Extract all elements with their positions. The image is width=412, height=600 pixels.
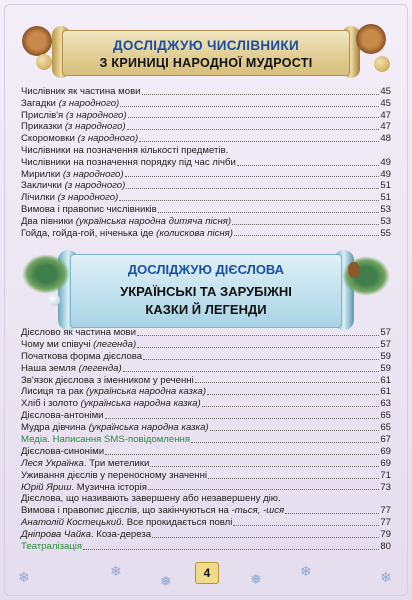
snowflake-icon: ❄ xyxy=(380,569,392,585)
toc-leader-dots xyxy=(126,180,379,189)
toc-entry-text: Початкова форма дієслова xyxy=(21,350,143,362)
page-footer xyxy=(0,558,412,594)
toc-entry-text: . Все прокидається повлі xyxy=(121,517,233,529)
toc-entry-title xyxy=(21,505,284,517)
toc-entry-title xyxy=(21,204,157,216)
toc-entry xyxy=(21,375,391,387)
toc-leader-dots xyxy=(148,482,379,491)
toc-entry xyxy=(21,541,391,553)
toc-entry-page: 77 xyxy=(380,517,391,529)
toc-leader-dots xyxy=(105,410,380,419)
toc-entry-page: 49 xyxy=(380,168,391,180)
toc-entry xyxy=(21,180,391,192)
snowflake-icon: ❄ xyxy=(18,569,30,585)
toc-leader-dots xyxy=(202,398,380,407)
toc-leader-dots xyxy=(142,86,380,95)
toc-entry-text: (колискова пісня) xyxy=(156,227,234,239)
toc-leader-dots xyxy=(125,169,380,178)
toc-entry-text: -ться, -шся xyxy=(231,505,285,517)
toc-entry-page: 47 xyxy=(380,109,391,121)
toc-entry-title xyxy=(21,434,190,446)
toc-entry xyxy=(21,398,391,410)
toc-entry-title xyxy=(21,458,149,470)
toc-entry-text: Заклички xyxy=(21,180,65,192)
toc-entry-text: (легенда) xyxy=(93,338,137,350)
toc-leader-dots xyxy=(233,517,379,526)
toc-entry-page: 47 xyxy=(380,121,391,133)
toc-entry-page: 61 xyxy=(380,374,391,386)
snowflake-icon: ❅ xyxy=(160,573,172,589)
toc-entry-text: Дієслова, що називають завершену або незавершену дію. xyxy=(21,493,281,505)
toc-entry xyxy=(21,169,391,181)
toc-entry-page: 59 xyxy=(380,362,391,374)
toc-entry-text: Прислів'я xyxy=(21,109,66,121)
toc-entry-page: 61 xyxy=(380,386,391,398)
snowflake-icon: ❄ xyxy=(110,563,122,579)
toc-leader-dots xyxy=(150,458,379,467)
toc-entry xyxy=(21,157,391,169)
toc-leader-dots xyxy=(143,351,379,360)
toc-entry-text: (з народного) xyxy=(58,97,120,109)
toc-entry-title xyxy=(21,446,104,458)
toc-entry-page: 69 xyxy=(380,445,391,457)
toc-entry-text: Лисиця та рак xyxy=(21,386,86,398)
toc-leader-dots xyxy=(232,216,379,225)
snowflake-icon: ❄ xyxy=(300,563,312,579)
toc-entry xyxy=(21,505,391,517)
toc-entry-page: 59 xyxy=(380,350,391,362)
toc-entry-title xyxy=(21,133,138,145)
toc-entry xyxy=(21,517,391,529)
toc-entry-text: Театралізація xyxy=(21,541,83,553)
toc-entry-text: Дієслово як частина мови xyxy=(21,327,136,338)
toc-entry-title xyxy=(21,121,126,133)
toc-entry-text: Вимова і правопис числівників xyxy=(21,203,157,215)
toc-entry xyxy=(21,351,391,363)
toc-entry-text: Хліб і золото xyxy=(21,398,81,410)
toc-entry-page: 67 xyxy=(380,434,391,446)
toc-entry-title xyxy=(21,363,122,375)
toc-entry-page: 69 xyxy=(380,457,391,469)
section-banner-numerals xyxy=(22,20,390,80)
table-of-contents-verbs xyxy=(21,327,391,553)
toc-entry xyxy=(21,98,391,110)
toc-entry xyxy=(21,482,391,494)
toc-entry-title xyxy=(21,327,136,339)
toc-entry xyxy=(21,133,391,145)
toc-entry-page: 48 xyxy=(380,133,391,145)
page-number: 4 xyxy=(195,562,219,584)
toc-entry-page: 45 xyxy=(380,86,391,97)
toc-entry-title xyxy=(21,169,124,181)
toc-entry xyxy=(21,121,391,133)
toc-entry-text: . Три метелики xyxy=(83,457,150,469)
toc-leader-dots xyxy=(83,541,379,550)
toc-entry xyxy=(21,422,391,434)
toc-entry-page: 57 xyxy=(380,327,391,338)
toc-entry-text: (з народного) xyxy=(77,133,139,145)
toc-entry-text: Скоромовки xyxy=(21,133,78,145)
toc-entry-page: 53 xyxy=(380,203,391,215)
toc-leader-dots xyxy=(128,110,380,119)
toc-entry-text: . Коза-дереза xyxy=(90,529,152,541)
toc-entry-page: 79 xyxy=(380,529,391,541)
toc-entry-text: Наша земля xyxy=(21,362,79,374)
toc-entry xyxy=(21,493,391,505)
toc-entry-text: Приказки xyxy=(21,121,65,133)
section-banner-verbs xyxy=(22,250,390,330)
toc-entry-title xyxy=(21,228,233,240)
toc-entry-text: (з народного) xyxy=(62,168,124,180)
toc-entry xyxy=(21,339,391,351)
table-of-contents-numerals xyxy=(21,86,391,239)
toc-leader-dots xyxy=(191,434,379,443)
toc-entry xyxy=(21,446,391,458)
section-subtitle: УКРАЇНСЬКІ ТА ЗАРУБІЖНІ xyxy=(120,284,292,299)
toc-entry-text: Леся Українка xyxy=(21,457,84,469)
toc-entry-page: 53 xyxy=(380,215,391,227)
toc-entry-title xyxy=(21,86,141,98)
toc-leader-dots xyxy=(195,375,380,384)
toc-entry-text: Дніпрова Чайка xyxy=(21,529,91,541)
toc-entry-page: 55 xyxy=(380,227,391,239)
toc-entry-text: Вимова і правопис дієслів, що закінчуються на xyxy=(21,505,232,517)
toc-leader-dots xyxy=(158,204,380,213)
toc-entry-title xyxy=(21,386,206,398)
toc-entry xyxy=(21,204,391,216)
toc-entry-title xyxy=(21,398,201,410)
toc-entry xyxy=(21,529,391,541)
toc-entry-page: 45 xyxy=(380,97,391,109)
section-title: ДОСЛІДЖУЮ ЧИСЛІВНИКИ xyxy=(113,38,299,53)
toc-entry-title xyxy=(21,529,151,541)
toc-leader-dots xyxy=(208,470,379,479)
toc-entry-text: Числівники на позначення порядку під час лічби xyxy=(21,156,236,168)
snowflake-icon: ❅ xyxy=(250,571,262,587)
toc-entry-page: 49 xyxy=(380,156,391,168)
toc-leader-dots xyxy=(137,339,379,348)
toc-leader-dots xyxy=(152,529,379,538)
toc-entry-text: Зв'язок дієслова з іменником у реченні xyxy=(21,374,194,386)
toc-entry xyxy=(21,216,391,228)
toc-entry-title xyxy=(21,493,281,505)
toc-entry-text: Мирилки xyxy=(21,168,63,180)
toc-entry-page: 71 xyxy=(380,469,391,481)
toc-entry-title xyxy=(21,482,147,494)
toc-entry-page: 77 xyxy=(380,505,391,517)
toc-entry-text: (легенда) xyxy=(78,362,122,374)
toc-entry-text: (українська народна казка) xyxy=(80,398,201,410)
toc-entry-title xyxy=(21,192,118,204)
toc-entry-title xyxy=(21,157,236,169)
toc-entry xyxy=(21,145,391,157)
toc-leader-dots xyxy=(123,363,380,372)
toc-entry-text: Уживання дієслів у переносному значенні xyxy=(21,469,208,481)
toc-entry-text: Два півники xyxy=(21,215,76,227)
toc-entry-title xyxy=(21,375,194,387)
toc-entry-page: 73 xyxy=(380,481,391,493)
toc-entry-page: 65 xyxy=(380,422,391,434)
toc-entry-title xyxy=(21,339,136,351)
toc-entry-text: Числівник як частина мови xyxy=(21,86,141,97)
toc-leader-dots xyxy=(237,157,379,166)
toc-leader-dots xyxy=(120,98,379,107)
toc-entry xyxy=(21,228,391,240)
toc-leader-dots xyxy=(137,327,379,336)
toc-entry xyxy=(21,410,391,422)
toc-entry-text: Числівники на позначення кількості предметів. xyxy=(21,144,229,156)
toc-entry xyxy=(21,86,391,98)
toc-entry-text: (українська народна дитяча пісня) xyxy=(75,215,232,227)
toc-entry-text: Дієслова-синоніми xyxy=(21,445,105,457)
toc-entry xyxy=(21,470,391,482)
toc-entry-text: Загадки xyxy=(21,97,59,109)
toc-entry-page: 51 xyxy=(380,180,391,192)
toc-entry-page: 63 xyxy=(380,398,391,410)
toc-entry-page: 65 xyxy=(380,410,391,422)
toc-entry-text: Гойда, гойда-гой, ніченька іде xyxy=(21,227,157,239)
toc-entry-text: Чому ми співучі xyxy=(21,338,94,350)
toc-entry-text: (з народного) xyxy=(57,192,119,204)
toc-leader-dots xyxy=(139,133,379,142)
toc-entry xyxy=(21,327,391,339)
toc-entry-text: Анатолій Костецький xyxy=(21,517,122,529)
toc-entry-title xyxy=(21,517,232,529)
toc-entry-title xyxy=(21,98,119,110)
toc-entry-title xyxy=(21,541,82,553)
toc-entry-text: (українська народна казка) xyxy=(88,422,209,434)
toc-leader-dots xyxy=(119,192,379,201)
toc-leader-dots xyxy=(285,505,379,514)
toc-entry xyxy=(21,110,391,122)
toc-entry-page: 57 xyxy=(380,338,391,350)
toc-entry-title xyxy=(21,470,207,482)
toc-entry-text: Лічилки xyxy=(21,192,58,204)
toc-entry-text: Медіа. Написання SMS-повідомлення xyxy=(21,434,191,446)
toc-entry-text: (з народного) xyxy=(65,109,127,121)
toc-entry-text: Юрій Яриш xyxy=(21,481,72,493)
toc-entry-title xyxy=(21,216,231,228)
section-title: ДОСЛІДЖУЮ ДІЄСЛОВА xyxy=(127,262,285,277)
toc-entry xyxy=(21,458,391,470)
toc-entry-page: 80 xyxy=(380,541,391,553)
toc-entry xyxy=(21,192,391,204)
toc-entry-text: Дієслова-антоніми xyxy=(21,410,104,422)
toc-entry-title xyxy=(21,410,104,422)
toc-entry-page: 51 xyxy=(380,192,391,204)
toc-entry xyxy=(21,434,391,446)
toc-entry-text: (з народного) xyxy=(64,121,126,133)
toc-leader-dots xyxy=(207,386,379,395)
toc-entry-title xyxy=(21,422,209,434)
toc-entry-text: (з народного) xyxy=(64,180,126,192)
toc-entry-title xyxy=(21,110,127,122)
toc-entry-title xyxy=(21,145,228,157)
toc-leader-dots xyxy=(210,422,380,431)
toc-leader-dots xyxy=(127,121,380,130)
section-subtitle: З КРИНИЦІ НАРОДНОЇ МУДРОСТІ xyxy=(99,56,313,70)
toc-entry xyxy=(21,386,391,398)
toc-entry-title xyxy=(21,180,125,192)
section-subtitle: КАЗКИ Й ЛЕГЕНДИ xyxy=(145,302,267,317)
toc-entry-title xyxy=(21,351,142,363)
toc-entry-text: Мудра дівчина xyxy=(21,422,89,434)
toc-leader-dots xyxy=(234,228,379,237)
toc-entry-text: . Музична історія xyxy=(71,481,147,493)
toc-entry-text: (українська народна казка) xyxy=(86,386,207,398)
toc-entry xyxy=(21,363,391,375)
toc-leader-dots xyxy=(105,446,379,455)
